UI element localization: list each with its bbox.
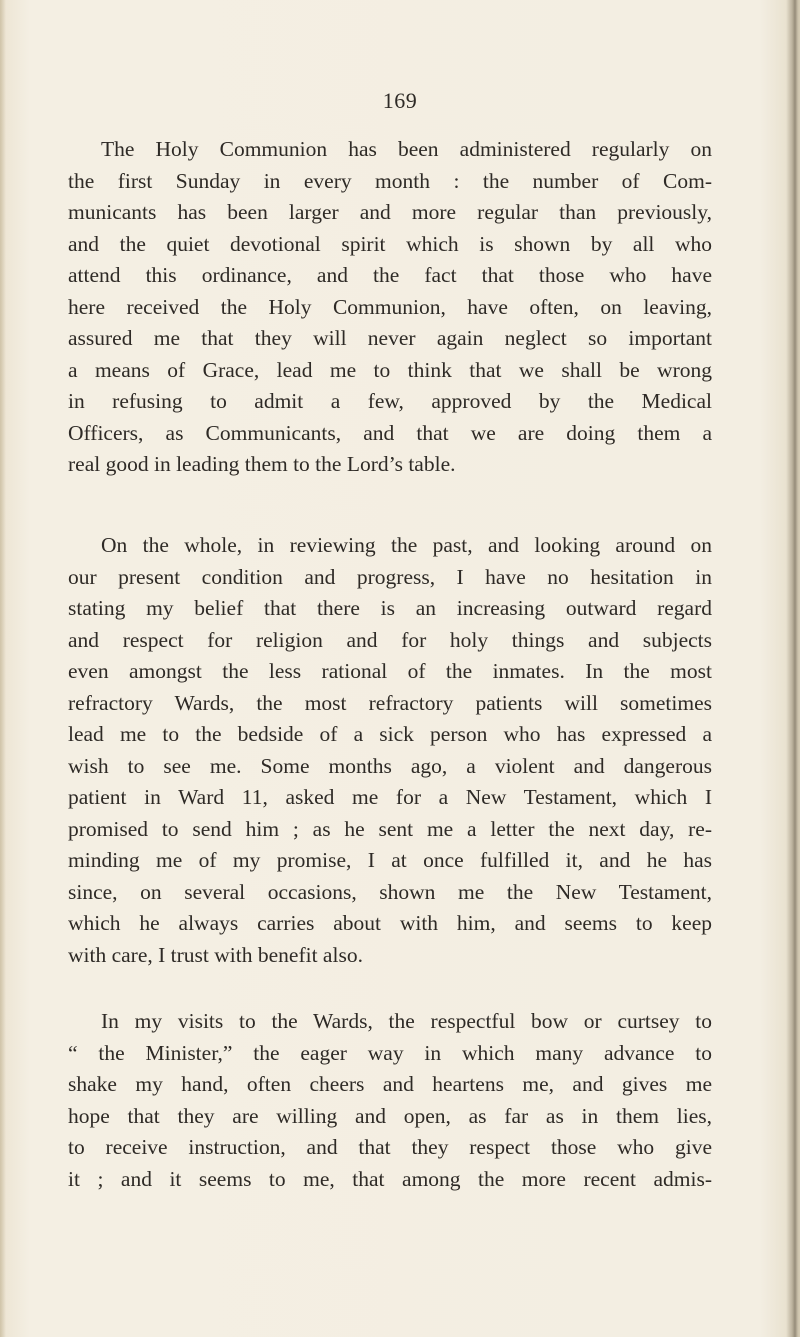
text-line: attend this ordinance, and the fact that those who have [68, 263, 712, 287]
page-edge-shadow [786, 0, 800, 1337]
text-line: minding me of my promise, I at once fulfilled it, and he has [68, 848, 712, 872]
paragraph [68, 134, 712, 481]
text-line: it ; and it seems to me, that among the more recent admis- [68, 1166, 712, 1191]
text-line: refractory Wards, the most refractory patients will sometimes [68, 690, 712, 715]
text-line: real good in leading them to the Lord’s table. [68, 452, 456, 476]
text-line: in refusing to admit a few, approved by the Medical [68, 389, 712, 413]
text-line: the first Sunday in every month : the number of Com- [68, 168, 712, 193]
text-line: “ the Minister,” the eager way in which many advance to [68, 1040, 712, 1065]
text-line: and the quiet devotional spirit which is shown by all who [68, 231, 712, 256]
text-line: The Holy Communion has been administered regularly on [101, 137, 712, 161]
paragraph [68, 530, 712, 971]
text-line: wish to see me. Some months ago, a violent and dangerous [68, 753, 712, 778]
text-line: lead me to the bedside of a sick person who has expressed a [68, 722, 712, 746]
paragraph [68, 1006, 712, 1195]
text-line: patient in Ward 11, asked me for a New Testament, which I [68, 785, 712, 809]
text-line: shake my hand, often cheers and heartens me, and gives me [68, 1072, 712, 1096]
page-number: 169 [382, 88, 418, 113]
text-line: municants has been larger and more regular than previously, [68, 200, 712, 224]
text-line: and respect for religion and for holy things and subjects [68, 627, 712, 652]
text-line: On the whole, in reviewing the past, and looking around on [101, 533, 712, 557]
text-line: hope that they are willing and open, as far as in them lies, [68, 1103, 712, 1128]
text-line: since, on several occasions, shown me the New Testament, [68, 879, 712, 904]
text-line: with care, I trust with benefit also. [68, 942, 363, 967]
text-line: which he always carries about with him, and seems to keep [68, 911, 712, 935]
text-line: a means of Grace, lead me to think that we shall be wrong [68, 357, 712, 382]
text-line: Officers, as Communicants, and that we are doing them a [68, 420, 712, 445]
page-gutter-shadow [0, 0, 6, 1337]
text-line: stating my belief that there is an increasing outward regard [68, 596, 712, 620]
text-line: to receive instruction, and that they respect those who give [68, 1135, 712, 1159]
text-line: here received the Holy Communion, have often, on leaving, [68, 294, 712, 319]
text-line: assured me that they will never again neglect so important [68, 326, 712, 350]
text-line: promised to send him ; as he sent me a letter the next day, re- [68, 816, 712, 841]
text-line: our present condition and progress, I have no hesitation in [68, 564, 712, 589]
text-line: In my visits to the Wards, the respectful bow or curtsey to [101, 1009, 712, 1033]
text-line: even amongst the less rational of the inmates. In the most [68, 659, 712, 683]
